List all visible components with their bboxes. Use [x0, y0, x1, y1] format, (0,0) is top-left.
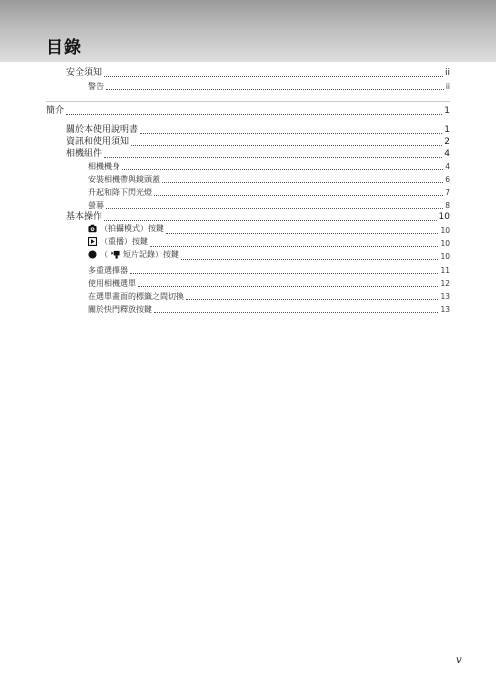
- movie-record-icon: [88, 250, 97, 259]
- page-number: v: [456, 655, 462, 666]
- leader-dots: [66, 114, 442, 115]
- toc-page-number: 4: [444, 149, 450, 159]
- toc-entry-label: 關於本使用說明書: [66, 125, 139, 135]
- toc-entry-multi-selector[interactable]: [88, 264, 450, 276]
- leader-dots: [166, 233, 438, 234]
- toc-entry-safety[interactable]: [66, 67, 450, 79]
- leader-dots: [131, 145, 442, 146]
- toc-entry-movie-button[interactable]: [88, 250, 450, 262]
- toc-page-number: 13: [440, 305, 450, 314]
- toc-entry-label: 相機組件: [66, 149, 103, 159]
- leader-dots: [181, 259, 438, 260]
- toc-entry-label: 關於快門釋放按鍵: [88, 305, 152, 314]
- toc-page-number: 1: [444, 125, 450, 135]
- toc-entry-label: 警告: [88, 82, 104, 91]
- toc-entry-label: 資訊和使用須知: [66, 137, 130, 147]
- toc-entry-label: 在選單畫面的標籤之間切換: [88, 292, 184, 301]
- toc-entry-menu-tabs[interactable]: [88, 290, 450, 302]
- section-divider: [46, 101, 450, 102]
- toc-entry-label: 簡介: [46, 106, 65, 116]
- toc-entry-strap-cap[interactable]: [88, 173, 450, 185]
- leader-dots: [150, 246, 438, 247]
- leader-dots: [138, 286, 438, 287]
- toc-entry-monitor[interactable]: [88, 199, 450, 211]
- toc-entry-label: [88, 223, 164, 236]
- toc-entry-shutter[interactable]: [88, 303, 450, 315]
- toc-page-number: 4: [445, 162, 450, 171]
- leader-dots: [106, 208, 443, 209]
- leader-dots: [162, 182, 443, 183]
- leader-dots: [154, 195, 443, 196]
- leader-dots: [106, 89, 444, 90]
- toc-entry-label: 安全須知: [66, 68, 103, 78]
- leader-dots: [140, 133, 442, 134]
- toc-entry-label: 螢幕: [88, 201, 104, 210]
- toc-entry-camera-menu[interactable]: [88, 277, 450, 289]
- toc-page-number: 8: [445, 201, 450, 210]
- toc-entry-label: 升起和降下閃光燈: [88, 188, 152, 197]
- toc-page-number: 11: [440, 266, 450, 275]
- chapter-header: [0, 0, 496, 62]
- toc-entry-camera-body[interactable]: [88, 160, 450, 172]
- leader-dots: [130, 273, 438, 274]
- toc-page-number: 10: [440, 226, 450, 235]
- toc-entry-text-after: 短片記錄）按鍵: [123, 250, 179, 259]
- toc-entry-flash[interactable]: [88, 186, 450, 198]
- toc-page-number: 7: [445, 188, 450, 197]
- leader-dots: [104, 76, 443, 77]
- leader-dots: [154, 312, 438, 313]
- toc-entry-label: 多重選擇器: [88, 266, 128, 275]
- toc-page-number: 10: [440, 252, 450, 261]
- toc-entry-label: 安裝相機帶與鏡頭蓋: [88, 175, 160, 184]
- toc-entry-camera-parts[interactable]: [66, 148, 450, 160]
- toc-page-number: ii: [444, 68, 450, 78]
- toc-entry-label: 相機機身: [88, 162, 120, 171]
- toc-entry-label: 使用相機選單: [88, 279, 136, 288]
- movie-camera-icon: [111, 250, 120, 259]
- toc-page-number: 2: [444, 137, 450, 147]
- toc-entry-text: （拍攝模式）按鍵: [100, 224, 164, 233]
- toc-page-number: 10: [440, 239, 450, 248]
- toc-entry-label: 基本操作: [66, 212, 103, 222]
- leader-dots: [104, 157, 442, 158]
- toc-entry-basic-ops[interactable]: [66, 211, 450, 223]
- toc-page-number: ii: [445, 82, 450, 91]
- toc-entry-shoot-button[interactable]: [88, 224, 450, 236]
- camera-mode-icon: [88, 224, 97, 233]
- toc-page-number: 1: [444, 106, 450, 116]
- toc-entry-info-notes[interactable]: [66, 136, 450, 148]
- toc-page-number: 6: [445, 175, 450, 184]
- toc-page-number: 12: [440, 279, 450, 288]
- toc-entry-label: [88, 236, 148, 249]
- toc-entry-label: [88, 249, 179, 262]
- toc-page-number: 13: [440, 292, 450, 301]
- toc-entry-about-manual[interactable]: [66, 124, 450, 136]
- leader-dots: [186, 299, 438, 300]
- leader-dots: [122, 169, 443, 170]
- toc-page-number: 10: [438, 212, 450, 222]
- toc-entry-warning[interactable]: [88, 80, 450, 92]
- toc-entry-text: （: [100, 250, 108, 259]
- page-title: 目錄: [46, 38, 82, 58]
- toc-entry-text: （重播）按鍵: [100, 237, 148, 246]
- toc-entry-intro[interactable]: [46, 105, 450, 117]
- leader-dots: [104, 220, 437, 221]
- toc-entry-play-button[interactable]: [88, 237, 450, 249]
- playback-icon: [88, 237, 97, 246]
